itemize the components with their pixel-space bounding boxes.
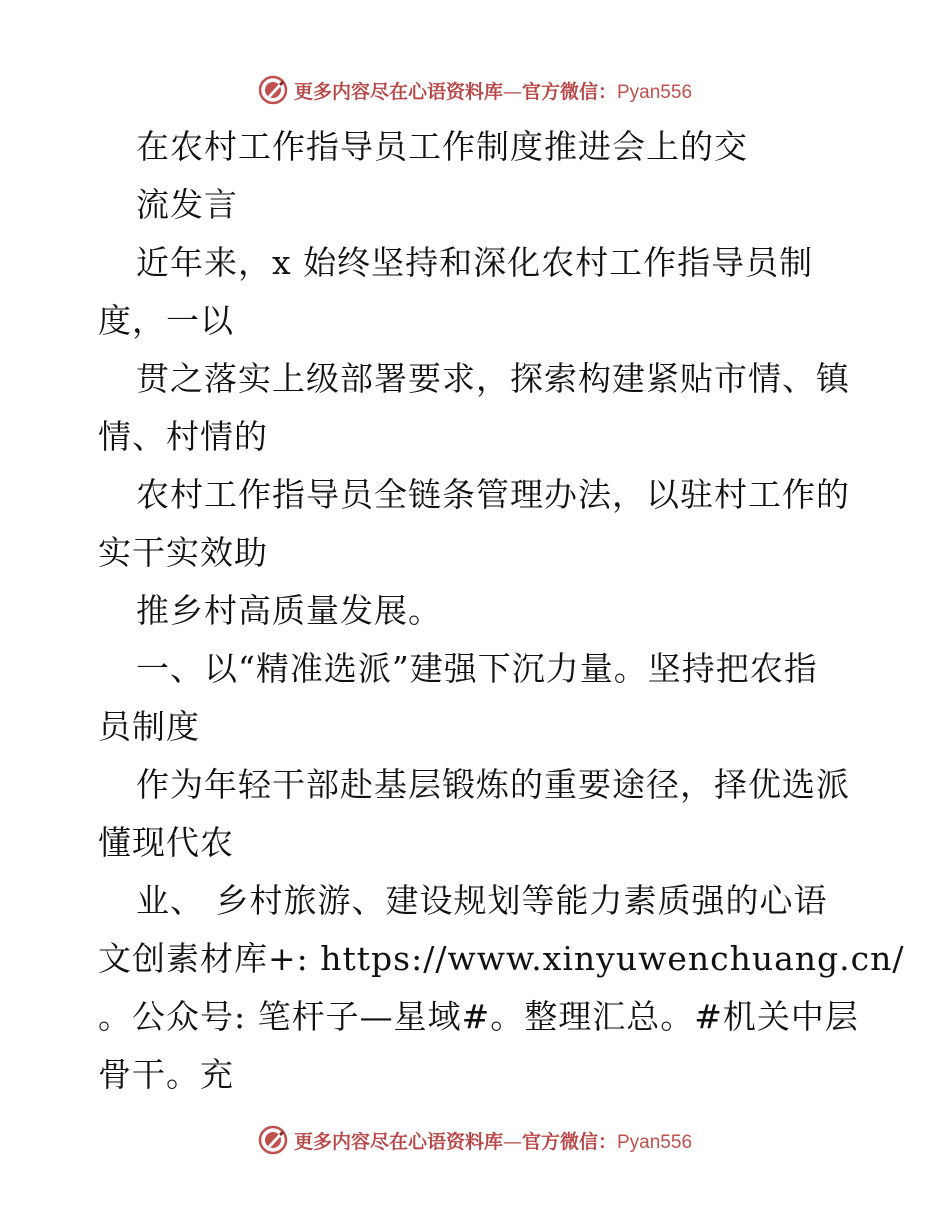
watermark-text: 更多内容尽在心语资料库—官方微信：Pyan556 bbox=[293, 1130, 693, 1153]
text-line: 流发言 bbox=[136, 185, 238, 224]
text-line: 贯之落实上级部署要求，探索构建紧贴市情、镇 bbox=[136, 359, 850, 398]
document-body bbox=[98, 118, 905, 1104]
text-line: 骨干。充 bbox=[98, 1055, 234, 1094]
text-line: 。公众号: 笔杆子—星域#。整理汇总。#机关中层 bbox=[98, 997, 859, 1036]
text-line: 文创素材库+: https://www.xinyuwenchuang.cn/ bbox=[98, 939, 905, 978]
text-line: 懂现代农 bbox=[98, 823, 234, 862]
text-line: 实干实效助 bbox=[98, 533, 268, 572]
text-line: 推乡村高质量发展。 bbox=[136, 591, 442, 630]
text-line: 作为年轻干部赴基层锻炼的重要途径，择优选派 bbox=[136, 765, 850, 804]
header-watermark bbox=[0, 70, 950, 110]
text-line: 在农村工作指导员工作制度推进会上的交 bbox=[136, 127, 748, 166]
text-line: 业、 乡村旅游、建设规划等能力素质强的心语 bbox=[136, 881, 828, 920]
footer-watermark bbox=[0, 1120, 950, 1160]
text-line: 员制度 bbox=[98, 707, 200, 746]
pen-logo-icon bbox=[258, 75, 288, 105]
pen-logo-icon bbox=[258, 1125, 288, 1155]
text-line: 近年来，x 始终坚持和深化农村工作指导员制 bbox=[136, 243, 814, 282]
text-line: 度，一以 bbox=[98, 301, 234, 340]
text-line: 情、村情的 bbox=[98, 417, 268, 456]
text-line: 一、以“精准选派”建强下沉力量。坚持把农指 bbox=[136, 649, 818, 688]
watermark-text: 更多内容尽在心语资料库—官方微信：Pyan556 bbox=[293, 80, 693, 103]
text-line: 农村工作指导员全链条管理办法，以驻村工作的 bbox=[136, 475, 850, 514]
